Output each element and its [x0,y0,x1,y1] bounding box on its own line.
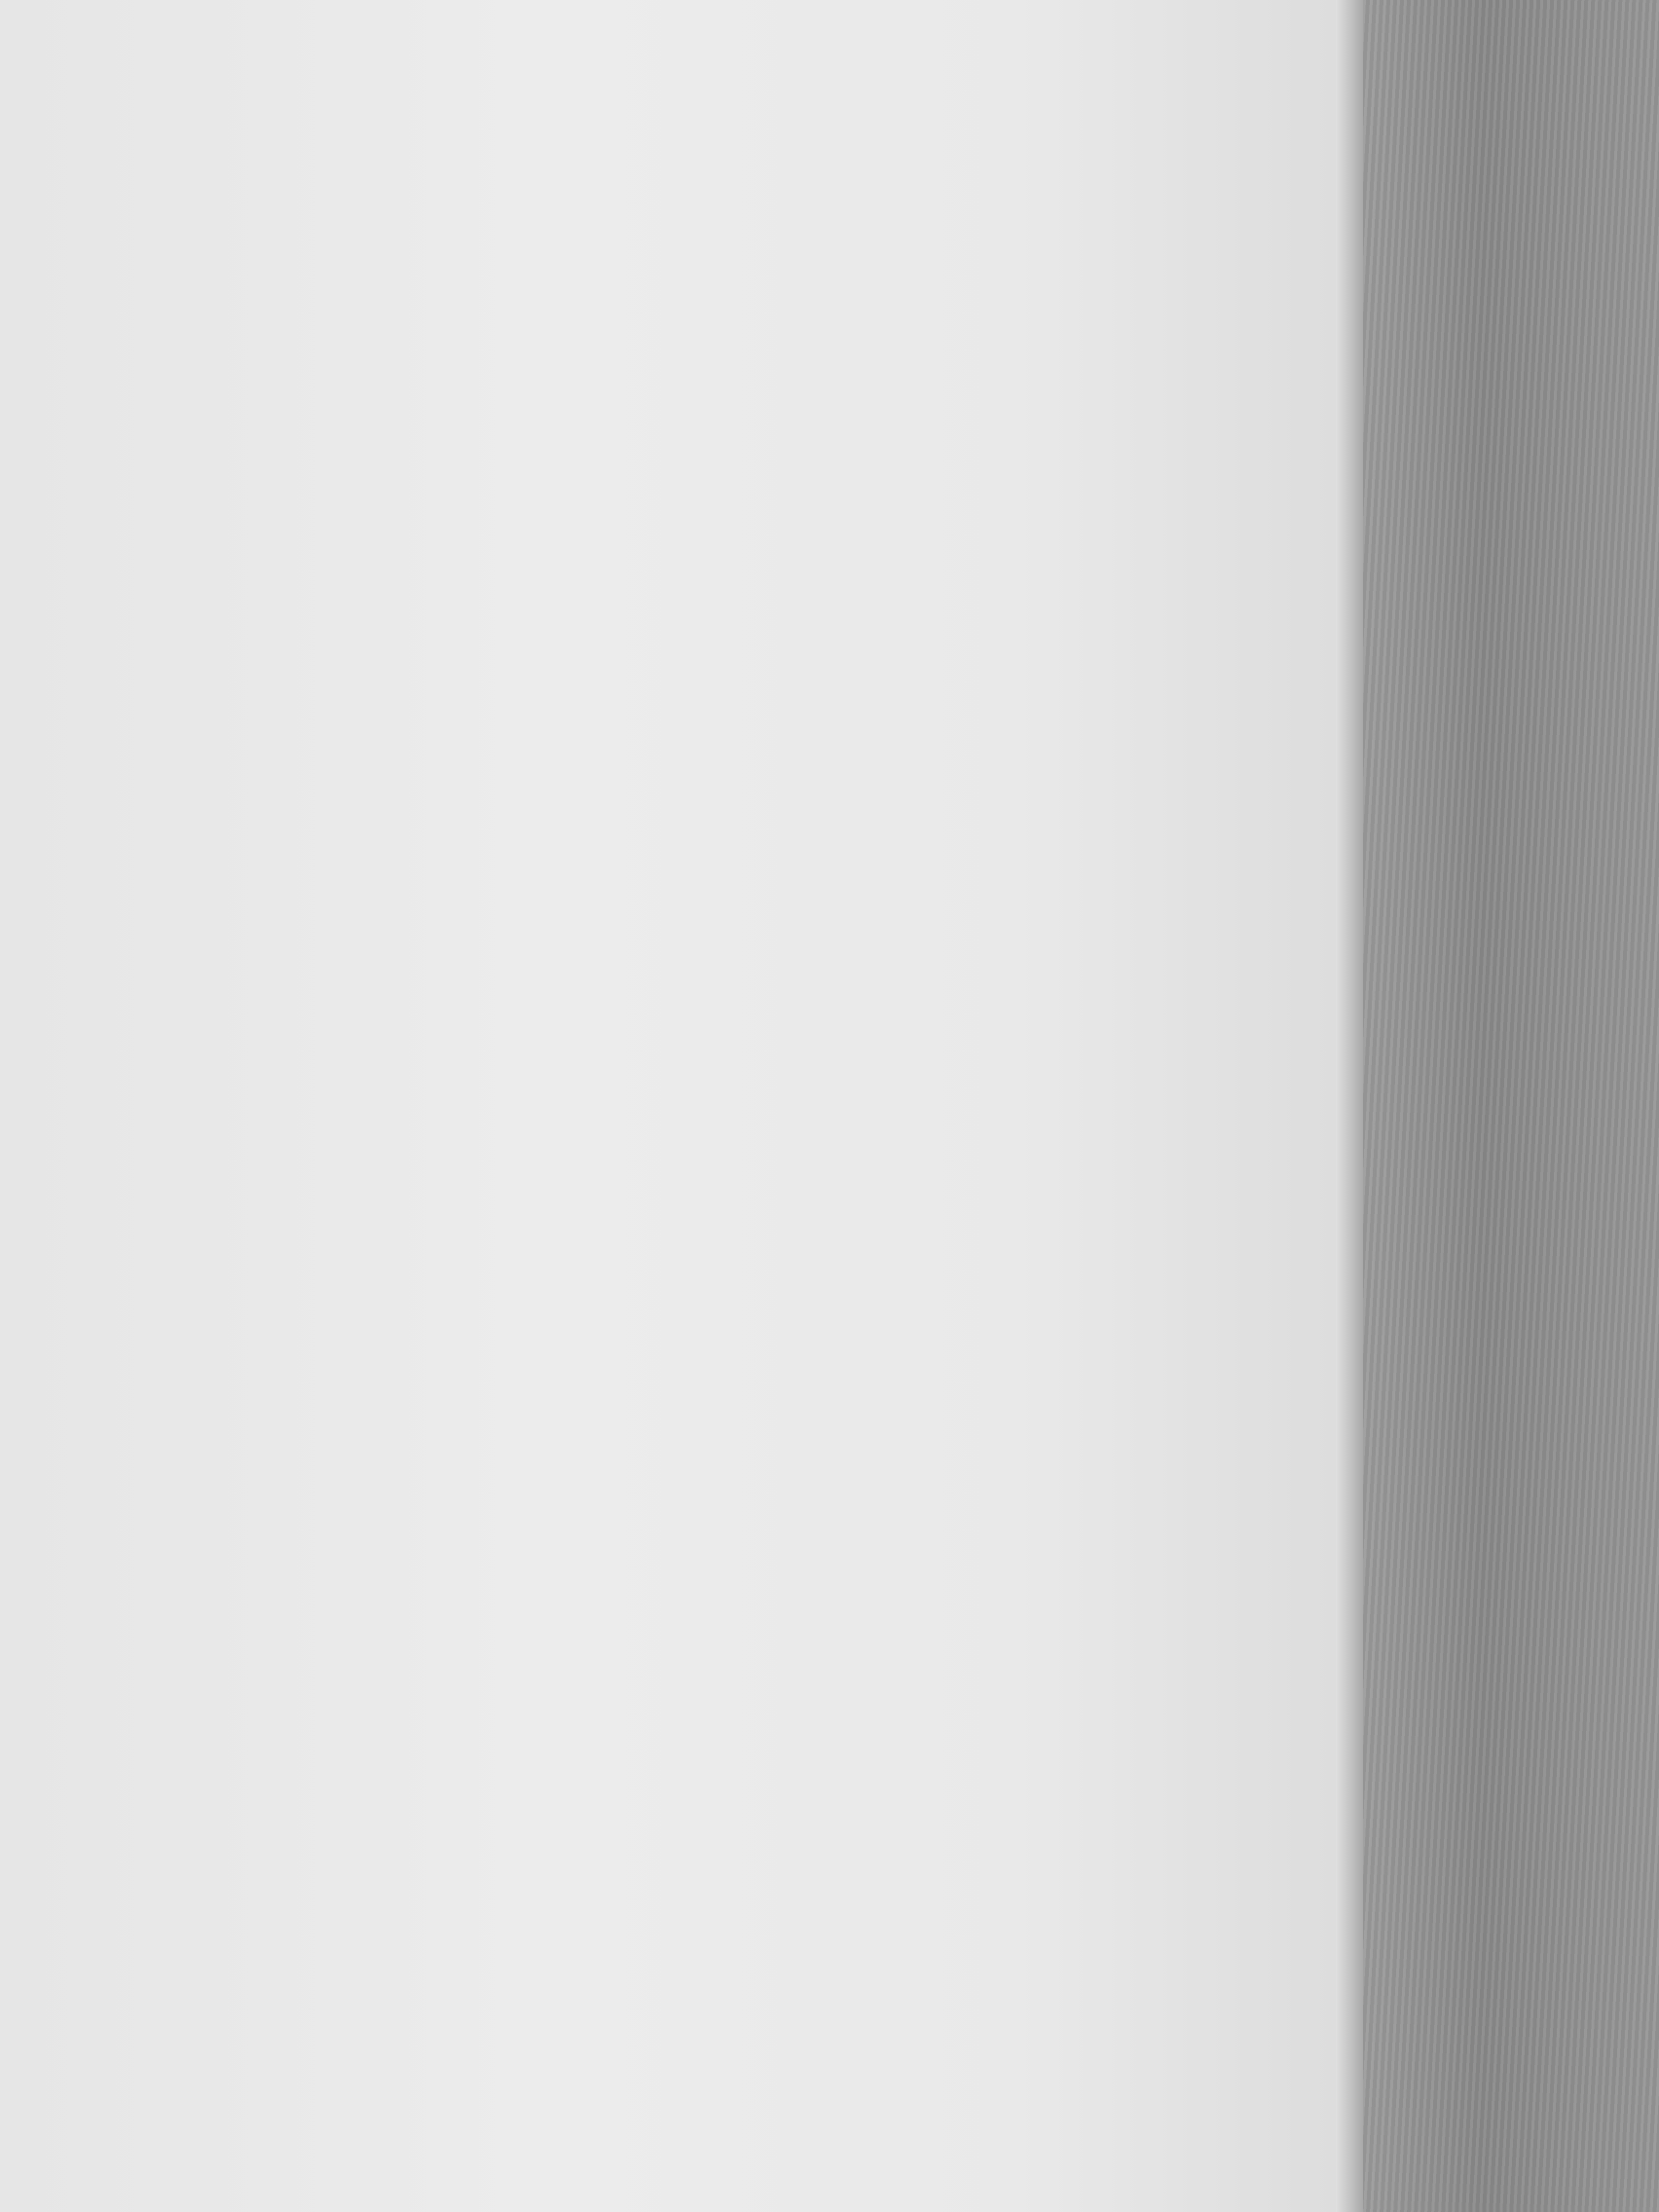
background-paper-stack [1363,0,1659,2212]
page-gutter-shadow [1336,0,1363,2212]
running-head [0,70,1168,129]
